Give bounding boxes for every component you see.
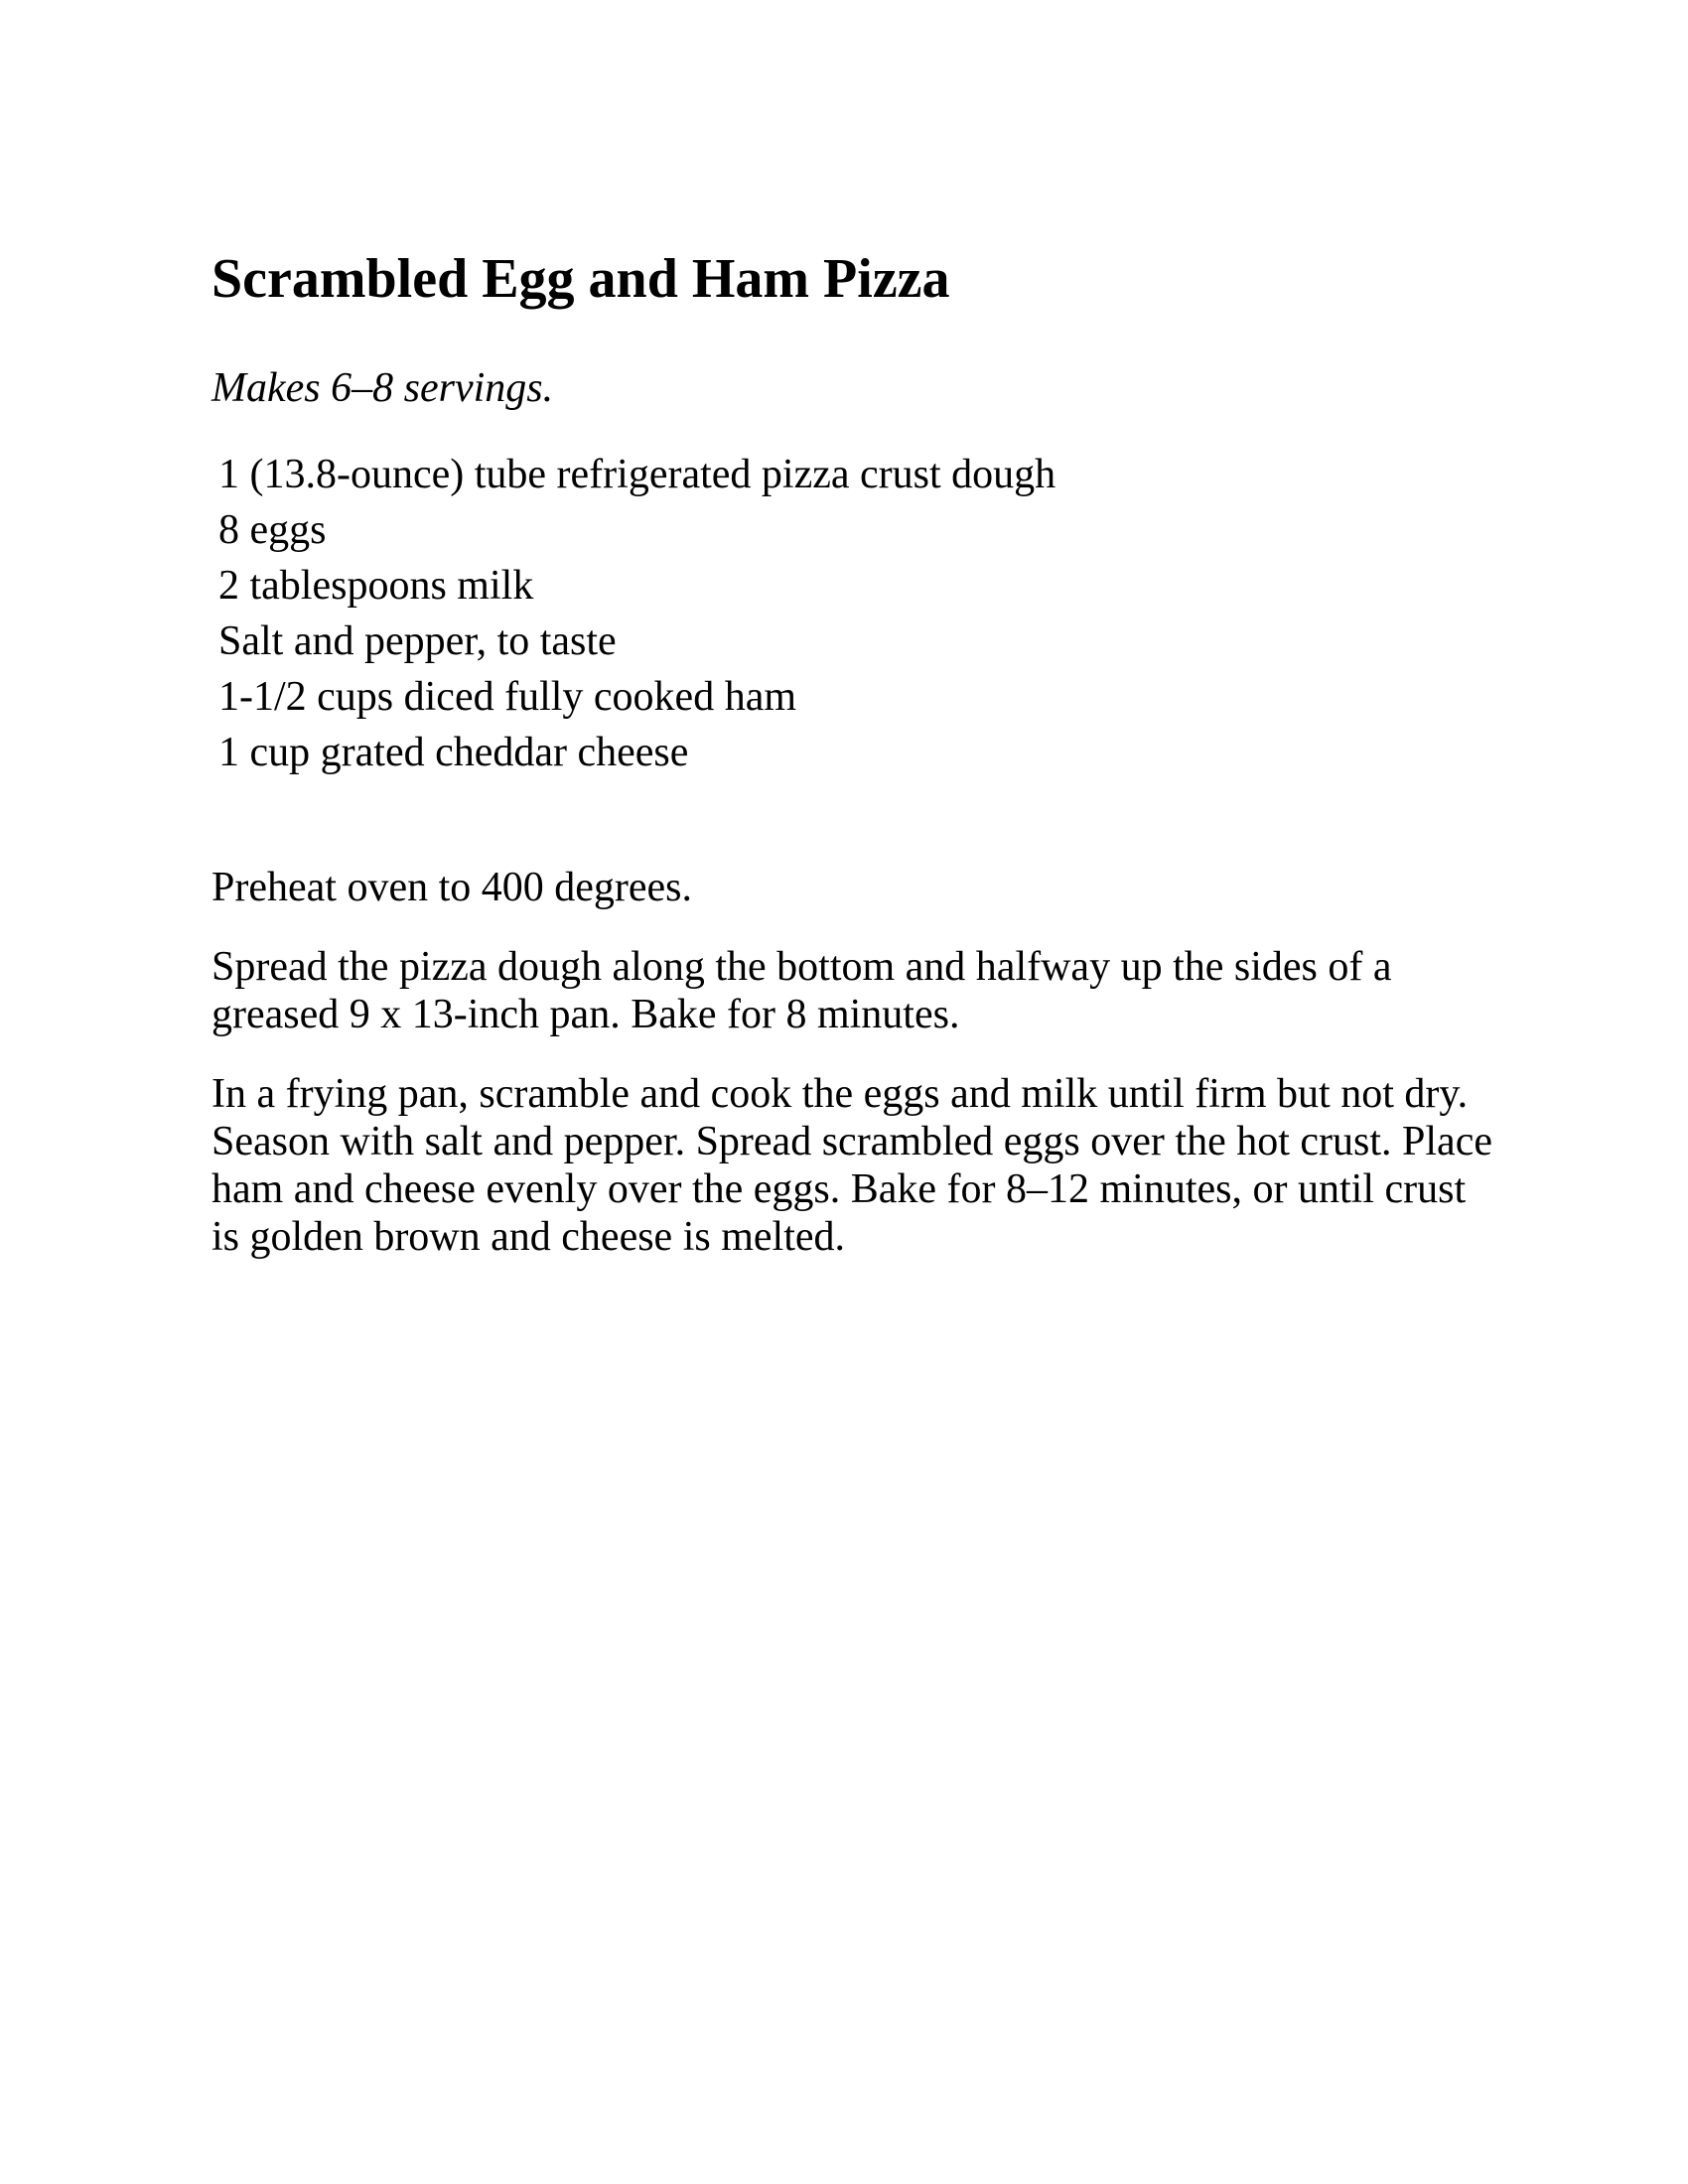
ingredient-item: 1 cup grated cheddar cheese [218, 730, 689, 775]
ingredient-item: 8 eggs [218, 507, 327, 553]
recipe-title: Scrambled Egg and Ham Pizza [211, 248, 950, 310]
ingredient-item: 1 (13.8-ounce) tube refrigerated pizza crust dough [218, 452, 1056, 497]
instruction-step: Spread the pizza dough along the bottom and halfway up the sides of a greased 9 x 13-inch pan. Bake for 8 minutes. [211, 944, 1392, 1037]
ingredient-item: Salt and pepper, to taste [218, 618, 617, 664]
instruction-step: Preheat oven to 400 degrees. [211, 865, 693, 910]
ingredient-item: 1-1/2 cups diced fully cooked ham [218, 674, 797, 720]
servings-note: Makes 6–8 servings. [211, 365, 554, 411]
ingredient-item: 2 tablespoons milk [218, 563, 534, 609]
ingredient-list [218, 447, 1055, 780]
instruction-step: In a frying pan, scramble and cook the eggs and milk until firm but not dry. Season with salt and pepper. Spread scrambled eggs over the hot crust. Place ham and cheese evenly over the eggs. Bake for 8–12 minutes, or until crust is golden brown and cheese is melted. [211, 1071, 1492, 1260]
